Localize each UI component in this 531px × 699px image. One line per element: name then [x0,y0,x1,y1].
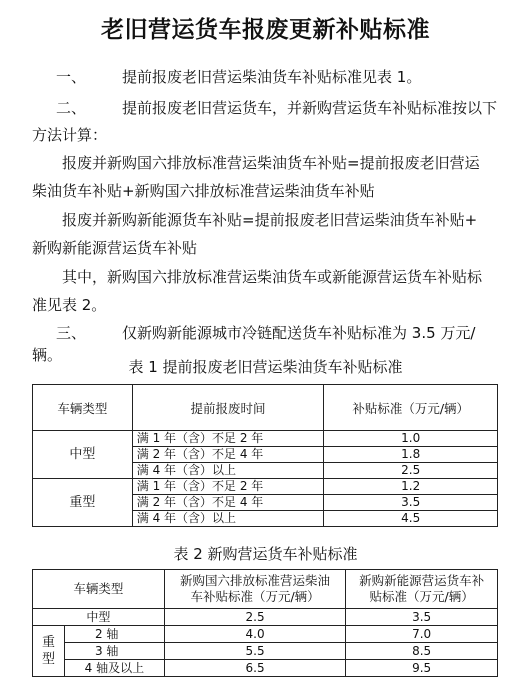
paragraph-2-number: 二、 [56,99,87,117]
paragraph-2 [32,97,502,146]
table-2-diesel-cell: 4.0 [164,626,346,643]
paragraph-6-text: 仅新购新能源城市冷链配送货车补贴标准为 3.5 万元/辆。 [32,324,476,364]
table-1-header-row [33,385,498,431]
table-1-time-cell: 满 1 年（含）不足 2 年 [132,479,324,495]
table-row [33,431,498,447]
table-2-ev-cell: 8.5 [346,643,498,660]
paragraph-1-text: 提前报废老旧营运柴油货车补贴标准见表 1。 [122,68,422,86]
table-1-time-cell: 满 4 年（含）以上 [132,511,324,527]
table-2-header-row [33,570,498,609]
paragraph-2-line-2: 方法计算： [32,126,108,144]
paragraph-5 [32,266,502,316]
table-2-axle-cell: 3 轴 [64,643,164,660]
table-1-value-cell: 4.5 [324,511,498,527]
table-row [33,660,498,677]
table-2-header-diesel [164,570,346,609]
paragraph-2-line-1: 提前报废老旧营运货车，并新购营运货车补贴标准按以下 [122,99,498,117]
table-2-caption: 表 2 新购营运货车补贴标准 [173,545,358,563]
table-1-type-heavy: 重型 [33,479,133,527]
table-1-value-cell: 1.8 [324,447,498,463]
paragraph-3-line-2: 柴油货车补贴+新购国六排放标准营运柴油货车补贴 [32,182,375,200]
table-2-axle-cell: 4 轴及以上 [64,660,164,677]
table-2-header-diesel-line-1: 新购国六排放标准营运柴油 [180,573,331,588]
table-row [33,626,498,643]
table-1-header-time: 提前报废时间 [132,385,324,431]
paragraph-6-number: 三、 [56,324,87,342]
table-row [33,479,498,495]
paragraph-4-line-1: 报废并新购新能源货车补贴=提前报废老旧营运柴油货车补贴+ [62,211,478,229]
paragraph-4-line-2: 新购新能源营运货车补贴 [32,239,198,257]
paragraph-5-line-2: 准见表 2。 [32,296,107,314]
table-1-value-cell: 1.0 [324,431,498,447]
table-row [33,643,498,660]
table-2-heavy-char-1: 重 [41,635,55,650]
table-1 [32,384,498,527]
table-2-axle-cell: 2 轴 [64,626,164,643]
table-2-header-diesel-line-2: 车补贴标准（万元/辆） [190,589,320,604]
paragraph-4 [32,209,502,259]
document-title: 老旧营运货车报废更新补贴标准 [101,17,430,43]
table-2-header-ev-line-1: 新购新能源营运货车补 [359,573,485,588]
table-1-value-cell: 3.5 [324,495,498,511]
table-2-ev-cell: 7.0 [346,626,498,643]
table-2-type-medium: 中型 [33,609,165,626]
table-2-header-ev [346,570,498,609]
paragraph-5-line-1: 其中，新购国六排放标准营运柴油货车或新能源营运货车补贴标 [62,268,483,286]
table-2-diesel-cell: 2.5 [164,609,346,626]
table-1-time-cell: 满 2 年（含）不足 4 年 [132,495,324,511]
table-1-value-cell: 1.2 [324,479,498,495]
table-2-ev-cell: 9.5 [346,660,498,677]
table-1-caption: 表 1 提前报废老旧营运柴油货车补贴标准 [128,358,403,376]
table-2-diesel-cell: 5.5 [164,643,346,660]
table-2-diesel-cell: 6.5 [164,660,346,677]
paragraph-1 [32,66,502,88]
table-2-type-heavy [33,626,65,677]
table-2 [32,569,498,677]
table-1-time-cell: 满 4 年（含）以上 [132,463,324,479]
table-2-heavy-char-2: 型 [41,652,55,667]
table-1-header-subsidy: 补贴标准（万元/辆） [324,385,498,431]
table-1-value-cell: 2.5 [324,463,498,479]
table-2-ev-cell: 3.5 [346,609,498,626]
table-2-header-type: 车辆类型 [33,570,165,609]
paragraph-3-line-1: 报废并新购国六排放标准营运柴油货车补贴=提前报废老旧营运 [62,154,480,172]
table-1-type-medium: 中型 [33,431,133,479]
table-row [33,609,498,626]
table-2-header-ev-line-2: 贴标准（万元/辆） [369,589,474,604]
table-1-time-cell: 满 1 年（含）不足 2 年 [132,431,324,447]
table-1-time-cell: 满 2 年（含）不足 4 年 [132,447,324,463]
paragraph-3 [32,152,502,202]
table-1-header-type: 车辆类型 [33,385,133,431]
paragraph-1-number: 一、 [56,68,87,86]
